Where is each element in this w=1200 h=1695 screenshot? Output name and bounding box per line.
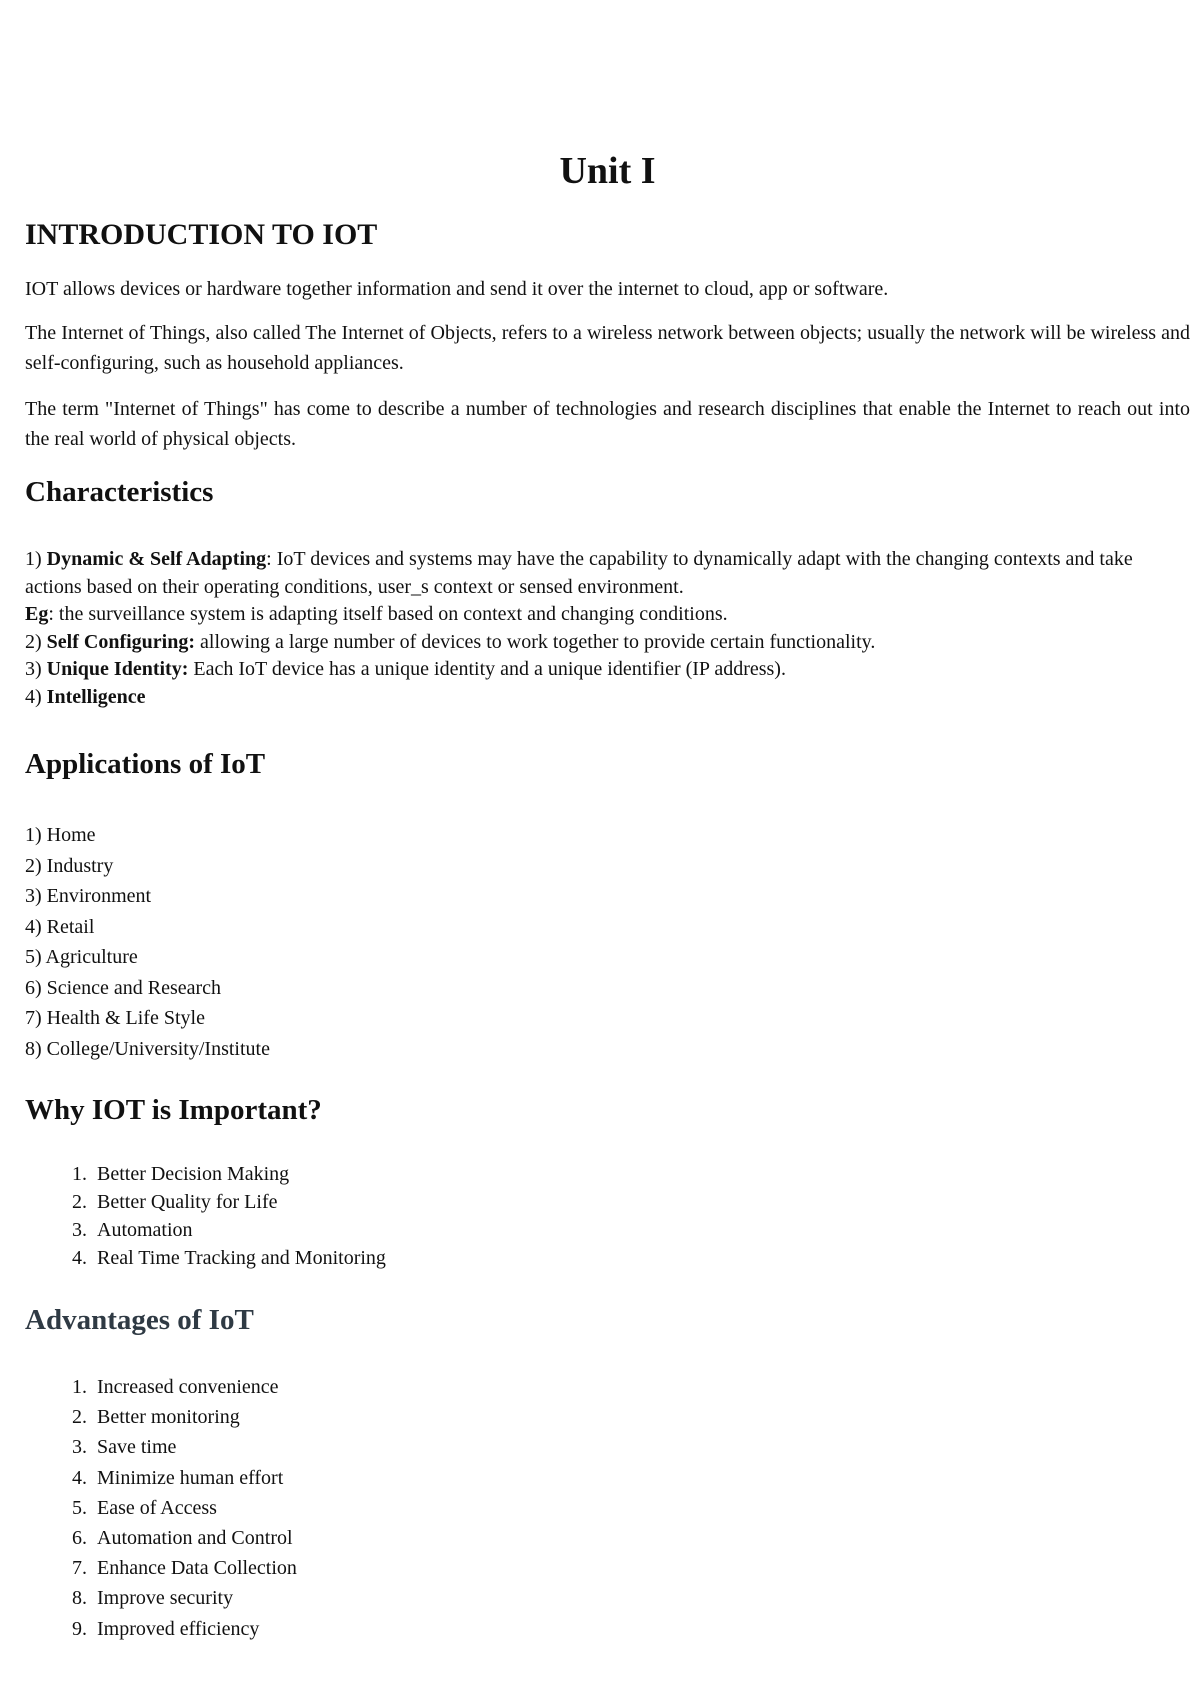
list-text: Automation and Control bbox=[97, 1527, 293, 1550]
characteristic-prefix: 4) bbox=[25, 685, 47, 708]
characteristics-list bbox=[25, 546, 1190, 711]
list-item bbox=[25, 1493, 297, 1523]
advantages-heading: Advantages of IoT bbox=[25, 1304, 254, 1336]
list-number: 4. bbox=[72, 1466, 87, 1489]
list-number: 2. bbox=[72, 1191, 87, 1213]
list-text: Improved efficiency bbox=[97, 1617, 260, 1640]
list-text: Minimize human effort bbox=[97, 1466, 284, 1489]
list-text: Enhance Data Collection bbox=[97, 1557, 297, 1580]
characteristic-item bbox=[25, 629, 1190, 657]
characteristic-prefix: 2) bbox=[25, 630, 47, 653]
characteristic-text: allowing a large number of devices to work together to provide certain functionality. bbox=[195, 630, 876, 653]
unit-title: Unit I bbox=[559, 150, 656, 192]
intro-paragraph-3: The term "Internet of Things" has come to describe a number of technologies and research disciplines that enable the Internet to reach out into the real world of physical objects. bbox=[25, 398, 1190, 450]
list-number: 2. bbox=[72, 1406, 87, 1429]
characteristic-item bbox=[25, 601, 1190, 629]
list-item bbox=[25, 1523, 297, 1553]
characteristic-item bbox=[25, 684, 1190, 712]
characteristic-item bbox=[25, 656, 1190, 684]
characteristic-prefix: 1) bbox=[25, 548, 47, 570]
list-item bbox=[25, 1614, 297, 1644]
list-item bbox=[25, 1432, 297, 1462]
list-number: 7. bbox=[72, 1557, 87, 1580]
list-item bbox=[25, 1583, 297, 1613]
list-text: Ease of Access bbox=[97, 1496, 217, 1519]
list-number: 3. bbox=[72, 1219, 87, 1241]
characteristic-text: : IoT devices and systems may have the capability to dynamically adapt with the changing contexts and take actions based on their operating conditions, user_s context or sensed environment. bbox=[25, 548, 1133, 598]
characteristic-term: Intelligence bbox=[46, 685, 146, 708]
list-text: Better Decision Making bbox=[97, 1163, 290, 1185]
list-item: 1) Home bbox=[25, 824, 96, 846]
intro-paragraph-1: IOT allows devices or hardware together information and send it over the internet to cloud, app or software. bbox=[25, 278, 889, 300]
list-item bbox=[25, 1216, 386, 1244]
list-text: Better Quality for Life bbox=[97, 1191, 278, 1213]
list-item: 4) Retail bbox=[25, 915, 95, 938]
list-number: 6. bbox=[72, 1527, 87, 1550]
intro-heading: INTRODUCTION TO IOT bbox=[25, 218, 378, 251]
characteristic-text: Each IoT device has a unique identity and a unique identifier (IP address). bbox=[188, 658, 786, 680]
list-item: 8) College/University/Institute bbox=[25, 1037, 270, 1060]
characteristic-term: Unique Identity: bbox=[46, 658, 189, 680]
why-important-heading: Why IOT is Important? bbox=[25, 1094, 322, 1126]
list-item: 7) Health & Life Style bbox=[25, 1007, 205, 1029]
why-important-list bbox=[25, 1160, 386, 1272]
list-item bbox=[25, 1188, 386, 1216]
characteristic-item bbox=[25, 546, 1190, 601]
list-number: 8. bbox=[72, 1587, 87, 1610]
list-item: 5) Agriculture bbox=[25, 946, 138, 968]
list-number: 1. bbox=[72, 1376, 87, 1398]
list-text: Real Time Tracking and Monitoring bbox=[97, 1247, 386, 1269]
list-text: Improve security bbox=[97, 1587, 234, 1610]
list-number: 1. bbox=[72, 1163, 87, 1185]
list-item bbox=[25, 1244, 386, 1272]
characteristic-term: Dynamic & Self Adapting bbox=[46, 548, 267, 570]
intro-paragraph-2: The Internet of Things, also called The Internet of Objects, refers to a wireless network between objects; usually the network will be wireless and self-configuring, such as household appliances. bbox=[25, 322, 1190, 374]
list-item bbox=[25, 1553, 297, 1583]
list-item: 6) Science and Research bbox=[25, 976, 222, 999]
list-item bbox=[25, 1372, 297, 1402]
characteristic-term: Self Configuring: bbox=[46, 630, 196, 653]
characteristic-text: : the surveillance system is adapting itself based on context and changing conditions. bbox=[48, 603, 728, 625]
applications-list bbox=[25, 820, 270, 1064]
advantages-list bbox=[25, 1372, 297, 1644]
characteristic-term: Eg bbox=[25, 603, 49, 625]
list-item: 2) Industry bbox=[25, 854, 114, 877]
list-item: 3) Environment bbox=[25, 885, 152, 907]
list-item bbox=[25, 1463, 297, 1493]
list-number: 9. bbox=[72, 1617, 87, 1640]
applications-heading: Applications of IoT bbox=[25, 748, 266, 780]
characteristic-prefix: 3) bbox=[25, 658, 47, 680]
list-text: Save time bbox=[97, 1436, 177, 1459]
list-number: 3. bbox=[72, 1436, 87, 1459]
characteristics-heading: Characteristics bbox=[25, 476, 214, 508]
list-text: Increased convenience bbox=[97, 1376, 279, 1398]
list-item bbox=[25, 1160, 386, 1188]
list-text: Better monitoring bbox=[97, 1406, 240, 1429]
list-number: 5. bbox=[72, 1496, 87, 1519]
list-text: Automation bbox=[97, 1219, 193, 1241]
list-number: 4. bbox=[72, 1247, 87, 1269]
list-item bbox=[25, 1402, 297, 1432]
